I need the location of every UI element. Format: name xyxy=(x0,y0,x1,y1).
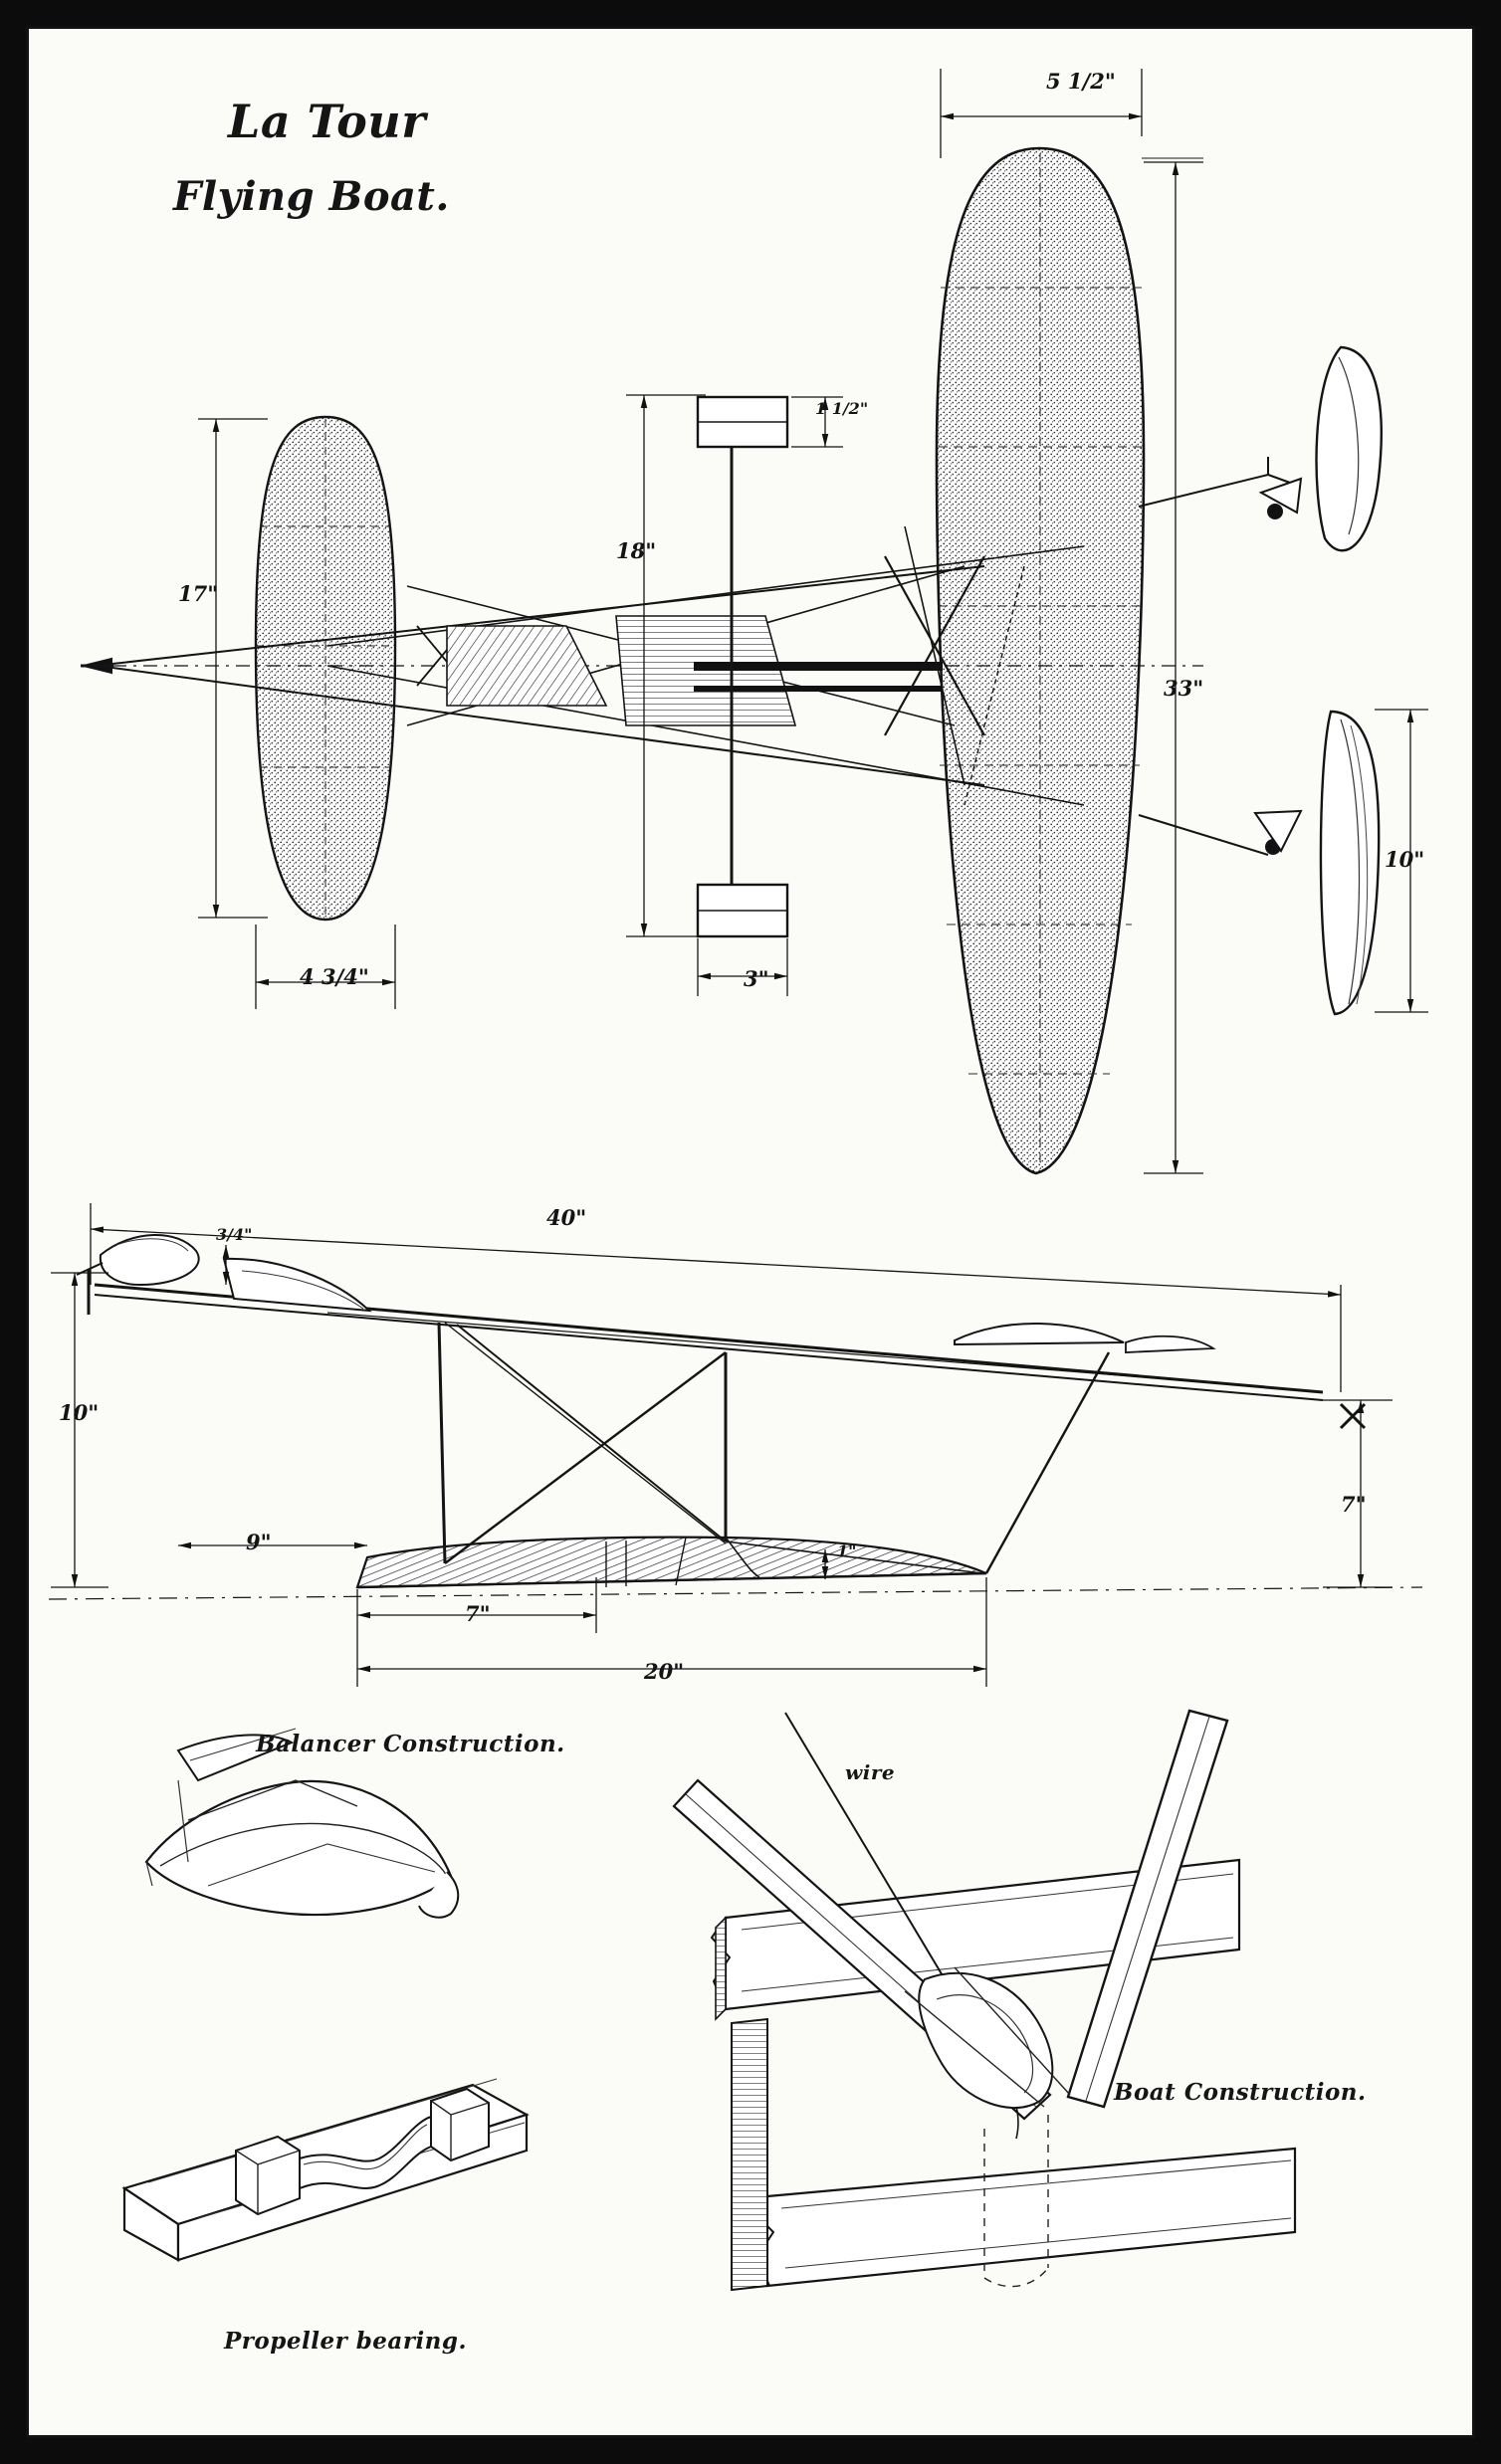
dim-front-height: 10" xyxy=(59,1400,100,1425)
caption-wire: wire xyxy=(845,1760,896,1784)
dim-float-block-length: 3" xyxy=(744,966,769,991)
dim-main-wing-span: 33" xyxy=(1164,676,1204,701)
caption-balancer-construction: Balancer Construction. xyxy=(256,1731,565,1757)
dim-hull-length: 20" xyxy=(644,1659,685,1684)
dim-hull-step: 7" xyxy=(465,1601,491,1626)
dim-tail-span: 17" xyxy=(178,581,219,606)
dim-tail-height: 7" xyxy=(1341,1492,1367,1517)
caption-propeller-bearing: Propeller bearing. xyxy=(224,2328,467,2355)
dim-tail-chord: 4 3/4" xyxy=(300,964,369,989)
drawing-paper xyxy=(26,26,1475,2438)
caption-boat-construction: Boat Construction. xyxy=(1114,2079,1367,2106)
dim-hull-station: 9" xyxy=(246,1530,272,1554)
dim-float-block-width: 1 1/2" xyxy=(815,399,869,418)
dim-strut-spacing: 18" xyxy=(616,538,657,563)
dim-hull-depth: 1" xyxy=(837,1541,857,1560)
dim-propeller-diameter: 10" xyxy=(1385,847,1425,872)
drawing-title-line1: La Tour xyxy=(228,95,426,148)
drawing-title-line2: Flying Boat. xyxy=(173,173,450,220)
dim-overall-length: 40" xyxy=(546,1205,587,1230)
dim-main-wing-chord: 5 1/2" xyxy=(1046,69,1116,94)
dim-nose-height: 3/4" xyxy=(216,1225,253,1244)
